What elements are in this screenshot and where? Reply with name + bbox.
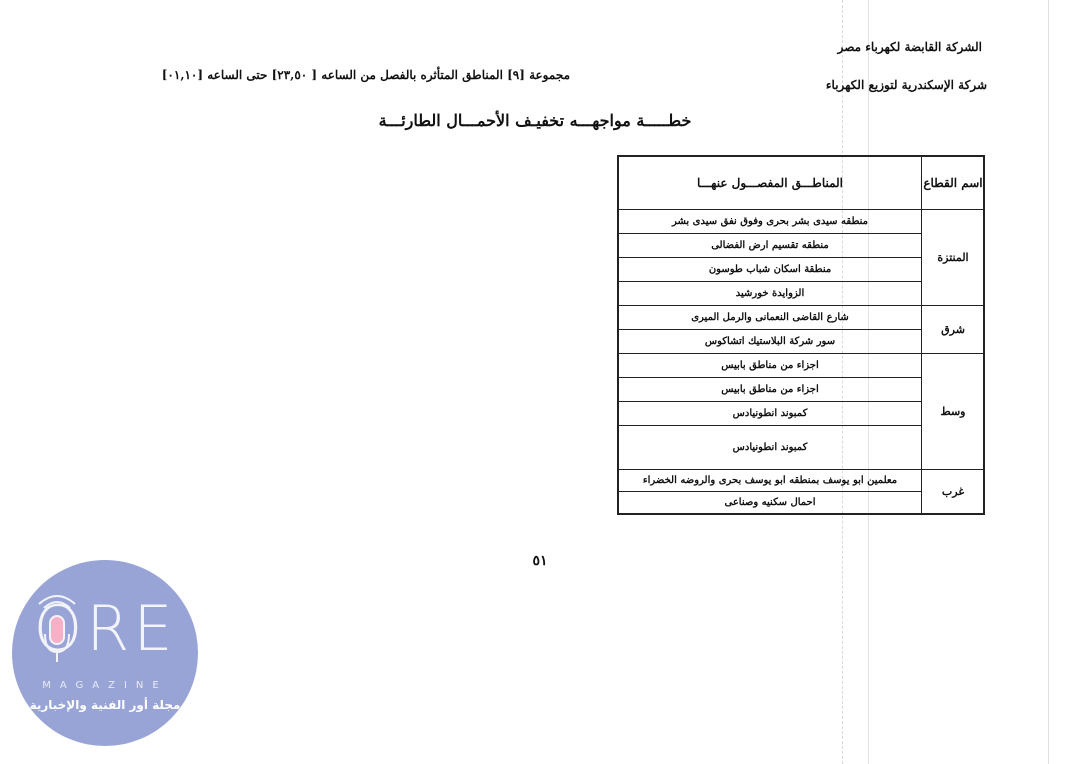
holding-company-name: الشركة القابضة لكهرباء مصر bbox=[837, 40, 982, 54]
distribution-company-name: شركة الإسكندرية لتوزيع الكهرباء bbox=[825, 78, 987, 92]
area-row: كمبوند انطونيادس bbox=[732, 442, 808, 453]
magazine-watermark-logo bbox=[12, 560, 198, 746]
sector-column-header: اسم القطاع bbox=[923, 176, 983, 190]
sector-montaza: المنتزة bbox=[937, 251, 969, 264]
column-separator bbox=[921, 157, 922, 513]
area-row: منطقه تقسيم ارض الفضالى bbox=[711, 240, 829, 251]
sector-sharq: شرق bbox=[941, 323, 965, 336]
area-row: الزوايدة خورشيد bbox=[735, 288, 805, 299]
sector-gharb: غرب bbox=[941, 485, 965, 498]
area-row: معلمين ابو يوسف بمنطقه ابو يوسف بحرى والروضه الخضراء bbox=[642, 475, 898, 486]
logo-caption: مجلة أور الفنية والإخبارية bbox=[29, 698, 181, 712]
document-title: خطـــــة مواجهـــه تخفيـف الأحمـــال الطارئـــة bbox=[378, 111, 692, 130]
area-row: منطقه سيدى بشر بحرى وفوق نفق سيدى بشر bbox=[671, 216, 869, 227]
group-schedule-line: مجموعة [٩] المناطق المتأثره بالفصل من الساعه [ ٢٣,٥٠] حتى الساعه [٠١,١٠] bbox=[161, 68, 570, 82]
logo-subtitle: MAGAZINE bbox=[42, 680, 168, 691]
logo-letters: ORE bbox=[33, 592, 177, 665]
margin-rule bbox=[1048, 0, 1049, 764]
area-row: سور شركة البلاستيك اتشاكوس bbox=[704, 336, 836, 347]
area-row: كمبوند انطونيادس bbox=[732, 408, 808, 419]
page-number: ٥١ bbox=[532, 553, 548, 569]
areas-column-header: المناطـــق المفصـــول عنهـــا bbox=[696, 176, 844, 190]
area-row: اجزاء من مناطق بابيس bbox=[721, 360, 819, 371]
sector-wasat: وسط bbox=[940, 405, 966, 418]
area-row: اجزاء من مناطق بابيس bbox=[721, 384, 819, 395]
area-row: منطقة اسكان شباب طوسون bbox=[708, 264, 832, 275]
area-row: شارع القاضى النعمانى والرمل الميرى bbox=[691, 312, 849, 323]
area-row: احمال سكنيه وصناعى bbox=[724, 497, 816, 508]
outage-table bbox=[617, 155, 985, 515]
